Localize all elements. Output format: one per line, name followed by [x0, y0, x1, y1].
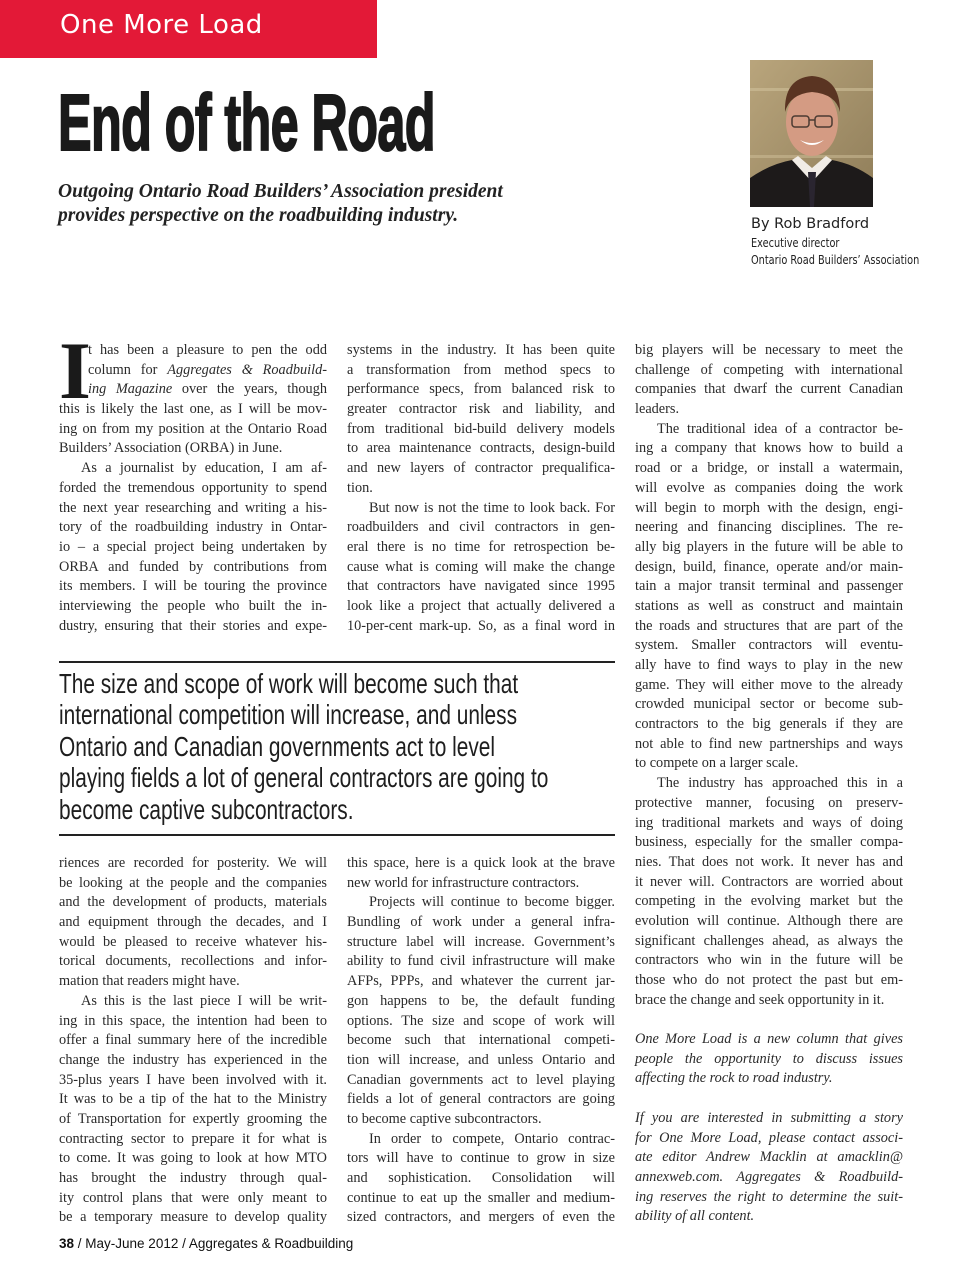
editor-note — [635, 1109, 903, 1227]
paragraph — [59, 459, 327, 636]
text-line: will evolve as companies doing the work — [635, 479, 903, 496]
pullquote-line: become captive subcontractors. — [59, 793, 354, 825]
text-line: will begin to morph with the design, engi- — [635, 499, 903, 516]
text-line: ability of all content. — [635, 1208, 755, 1225]
pullquote-line: The size and scope of work will become such that — [59, 668, 519, 699]
pullquote — [59, 668, 548, 825]
text-line: would be pleased to receive whatever his- — [59, 933, 327, 950]
text-line: brace the change and seek opportunity in it. — [635, 991, 885, 1008]
pullquote-line: Ontario and Canadian governments act to level — [59, 730, 496, 762]
text-line: tion. — [347, 479, 373, 496]
text-line: ing a company that knows how to build a — [635, 440, 903, 457]
text-line: competing in the evolving market but the — [635, 893, 903, 910]
text-line: Canadian governments act to level playing — [347, 1071, 615, 1088]
paragraph — [347, 1130, 615, 1228]
text-line: affecting the rock to road industry. — [635, 1070, 833, 1087]
text-line — [59, 380, 327, 400]
text-line: greater contractor risk and liability, and — [347, 401, 615, 418]
text-line: fields a lot of general contractors are going — [347, 1091, 615, 1108]
text-line: roadbuilders and civil contractors in gen- — [347, 519, 615, 536]
text-line: become such that international competi- — [347, 1032, 615, 1049]
text-line: not able to find new partnerships and ways — [635, 735, 903, 752]
column-2-top — [347, 341, 615, 636]
text-line: The traditional idea of a contractor be- — [657, 420, 903, 437]
text-line: mation that readers might have. — [59, 973, 240, 990]
text-line: cause what is coming will make the change — [347, 558, 615, 575]
article-deck — [58, 180, 528, 228]
text-line: As this is the last piece I will be writ- — [81, 992, 327, 1009]
text-line: and new layers of contractor prequalifica- — [347, 460, 615, 477]
paragraph — [635, 420, 903, 774]
text-line: Projects will continue to become bigger. — [369, 894, 615, 911]
text-line: ability to fund civil infrastructure will make — [347, 953, 615, 970]
pullquote-line: international competition will increase, and unless — [59, 699, 518, 731]
text-line: change the industry has experienced in the — [59, 1051, 327, 1068]
text-line: stations as well as construct and maintain — [635, 597, 903, 614]
text-line: 35-plus years I have been involved with it. — [59, 1071, 327, 1088]
text-line: eral there is no time for retrospection be- — [347, 538, 615, 555]
text-line: to area maintenance contracts, design-build — [347, 440, 615, 457]
footer-issue: / May-June 2012 / Aggregates & Roadbuilding — [74, 1236, 354, 1251]
text-line: a transformation from method specs to — [347, 361, 615, 378]
text-line: the roads and structures that are part of the — [635, 617, 903, 634]
text-run: over the years, though — [172, 381, 327, 398]
text-line: ing on from my position at the Ontario Road — [59, 420, 327, 437]
text-line: ally big players in the future will be able to — [635, 538, 903, 555]
italic-text: ing Magazine — [88, 381, 173, 398]
author-photo — [750, 60, 873, 207]
author-name: By Rob Bradford — [751, 216, 870, 232]
editor-note — [635, 1030, 903, 1089]
paragraph — [347, 893, 615, 1129]
text-line: be looking at the people and the companies — [59, 874, 327, 891]
page-number: 38 — [59, 1236, 75, 1251]
text-line: protective manner, focusing on preserv- — [635, 794, 903, 811]
text-line: that contractors have navigated since 1995 — [347, 578, 615, 595]
text-line: It was to be a tip of the hat to the Ministry — [59, 1091, 327, 1108]
text-line: But now is not the time to look back. For — [369, 499, 615, 516]
text-line: riences are recorded for posterity. We will — [59, 855, 327, 871]
text-line: and sophistication. Consolidation will — [347, 1170, 615, 1186]
text-line: torical documents, recollections and infor- — [59, 953, 327, 970]
text-line: companies that dwarf the current Canadian — [635, 381, 903, 398]
text-line: gon happens to be, the default funding — [347, 992, 615, 1009]
text-line: big players will be necessary to meet the — [635, 342, 903, 358]
text-line: tion will increase, and unless Ontario and — [347, 1051, 615, 1068]
text-line: ing in this space, the intention had been to — [59, 1012, 327, 1029]
text-line: In order to compete, Ontario contrac- — [369, 1130, 615, 1147]
text-line: interviewing the people who built the in- — [59, 597, 327, 614]
author-portrait-icon — [750, 60, 873, 207]
italic-text: Aggregates & Roadbuild- — [167, 361, 328, 378]
text-line: significant challenges ahead, as always the — [635, 932, 903, 949]
text-line: sized contractors, and mergers of even the — [347, 1209, 615, 1226]
text-line: AFPs, PPPs, and whatever the current jar- — [347, 973, 615, 990]
text-line: design, build, finance, operate and/or main- — [635, 558, 903, 575]
text-line: forded the tremendous opportunity to spend — [59, 479, 327, 496]
text-line: game. They will either move to the already — [635, 676, 903, 693]
text-line: from traditional bid-build delivery models — [347, 420, 615, 437]
text-line: ing traditional markets and ways of doing — [635, 814, 903, 831]
pullquote-bottom-rule — [59, 834, 615, 836]
text-line: contractors to the big generals if they are — [635, 716, 903, 733]
text-line: crowded municipal sector or become sub- — [635, 696, 903, 713]
text-line: and equipment through the decades, and I — [59, 914, 327, 931]
text-line: nies. That does not work. It never has and — [635, 853, 903, 870]
text-line: dustry, ensuring that their stories and expe- — [59, 617, 327, 634]
text-line: the next year researching and writing a his- — [59, 499, 327, 516]
text-line: annexweb.com. Aggregates & Roadbuild- — [635, 1168, 903, 1185]
column-1-top — [59, 325, 328, 636]
text-line: to compete on a larger scale. — [635, 755, 799, 772]
paragraph — [635, 341, 903, 420]
text-line: and the development of products, materials — [59, 894, 327, 911]
text-line: tain a major transit terminal and passenger — [635, 578, 903, 595]
author-organization: Ontario Road Builders’ Association — [751, 252, 920, 267]
text-line: road or a bridge, or install a watermain, — [635, 460, 903, 477]
text-line: has brought the industry through qual- — [59, 1170, 327, 1186]
paragraph — [347, 499, 615, 637]
text-line: The industry has approached this in a — [657, 775, 903, 792]
text-line: this is likely the last one, as I will be mov- — [59, 401, 327, 418]
text-line: to become captive subcontractors. — [347, 1110, 542, 1127]
text-line: challenge of competing with international — [635, 361, 903, 378]
pullquote-top-rule — [59, 661, 615, 663]
drop-cap: I — [59, 325, 91, 416]
paragraph — [59, 854, 327, 992]
text-line: If you are interested in submitting a story — [635, 1109, 903, 1126]
paragraph — [635, 774, 903, 1010]
text-line: ing reserves the right to determine the suit- — [635, 1188, 903, 1205]
text-line: structure label will increase. Government’s — [347, 933, 615, 950]
text-line: offer a final summary here of the incredible — [59, 1032, 327, 1049]
text-line: system. Smaller contractors will eventu- — [635, 637, 903, 654]
paragraph — [59, 325, 328, 459]
byline — [751, 214, 967, 268]
text-line — [59, 361, 327, 381]
text-line: those who do not protect the past but em- — [635, 972, 903, 988]
text-line: its members. I will be touring the province — [59, 578, 327, 595]
column-2-bottom — [347, 854, 615, 1228]
text-line: t has been a pleasure to pen the odd — [88, 342, 327, 358]
section-label: One More Load — [60, 10, 263, 40]
text-line: io – a special project being undertaken by — [59, 538, 327, 555]
text-line: ally have to find ways to play in the new — [635, 657, 903, 673]
text-line: for One More Load, please contact associ- — [635, 1129, 903, 1146]
text-line: neering and financing disciplines. The re- — [635, 519, 903, 536]
text-line: it never will. Contractors are worried about — [635, 873, 903, 890]
deck-line: Outgoing Ontario Road Builders’ Association president — [58, 181, 503, 202]
text-run: column for — [88, 361, 168, 378]
text-line: options. The size and scope of work will — [347, 1012, 615, 1029]
text-line: systems in the industry. It has been quite — [347, 342, 615, 358]
text-line: people the opportunity to discuss issues — [635, 1050, 903, 1067]
text-line: of Transportation for expertly grooming the — [59, 1110, 327, 1127]
text-line: As a journalist by education, I am af- — [81, 460, 327, 477]
text-line: 10-per-cent mark-up. So, as a final word in — [347, 617, 615, 634]
text-line: leaders. — [635, 401, 680, 418]
text-line: be a temporary measure to develop quality — [59, 1209, 327, 1226]
text-line: business, especially for the smaller compa- — [635, 834, 903, 851]
paragraph — [347, 854, 615, 893]
text-line: to come. It was going to look at how MTO — [59, 1150, 327, 1167]
text-line: performance specs, from balanced risk to — [347, 381, 615, 398]
text-line: ate editor Andrew Macklin at amacklin@ — [635, 1149, 903, 1166]
column-3 — [635, 341, 903, 1227]
text-line: Builders’ Association (ORBA) in June. — [59, 440, 283, 457]
paragraph — [59, 992, 327, 1228]
text-line: evolution will continue. Although there are — [635, 912, 903, 929]
text-line: continue to eat up the smaller and medium- — [347, 1189, 615, 1206]
text-line: this space, here is a quick look at the brave — [347, 855, 615, 871]
text-line: tory of the roadbuilding industry in Ontar- — [59, 519, 327, 536]
author-title: Executive director — [751, 235, 840, 250]
page-footer — [59, 1236, 353, 1251]
text-line: One More Load is a new column that gives — [635, 1031, 903, 1048]
text-line: tors will have to continue to grow in size — [347, 1150, 615, 1167]
text-line: look like a project that actually delivered a — [347, 597, 615, 614]
text-line: new world for infrastructure contractors. — [347, 874, 580, 891]
article-title: End of the Road — [58, 78, 435, 167]
text-line: ORBA and funded by contributions from — [59, 558, 327, 575]
text-line: contracting sector to prepare it for what is — [59, 1130, 327, 1147]
text-line: ity control plans that were only meant to — [59, 1189, 327, 1206]
paragraph — [347, 341, 615, 499]
pullquote-line: playing fields a lot of general contractors are going to — [59, 762, 549, 794]
deck-line: provides perspective on the roadbuilding industry. — [58, 205, 459, 226]
text-line: contractors who win in the future will be — [635, 952, 903, 969]
column-1-bottom — [59, 854, 327, 1228]
text-line: Bundling of work under a general infra- — [347, 914, 615, 931]
section-banner — [0, 0, 377, 58]
